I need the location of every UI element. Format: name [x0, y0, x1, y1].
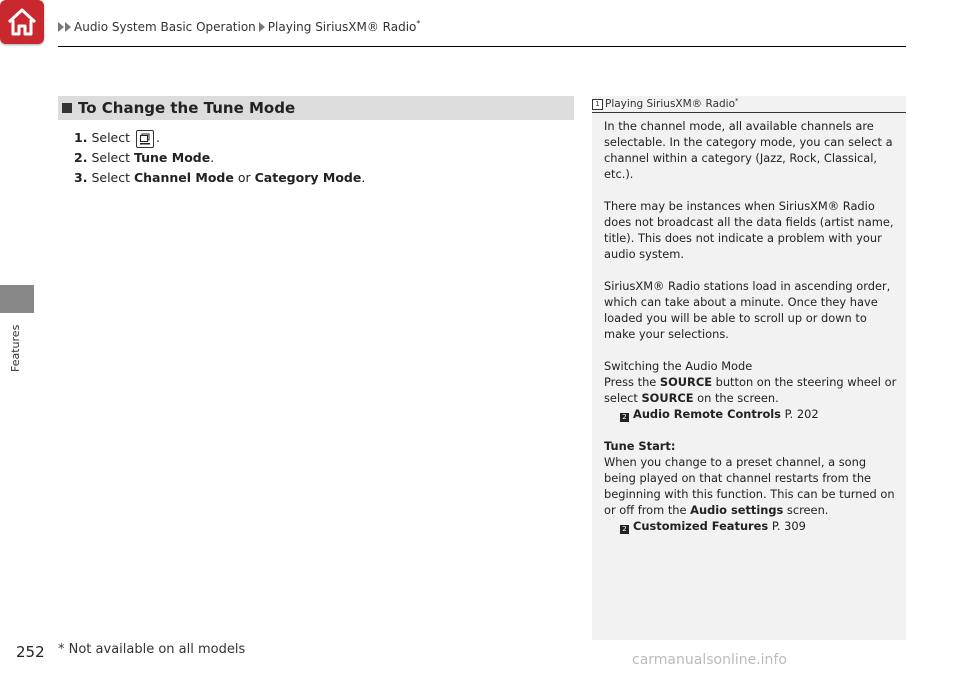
tune-mode-label: Tune Mode: [133, 150, 211, 165]
side-tab-marker: [0, 285, 34, 313]
breadcrumb-arrow-icon: [259, 22, 265, 32]
sidebar-paragraph: SiriusXM® Radio stations load in ascending order, which can take about a minute. Once they have loaded you will be able to scroll up or down to make your selections.: [604, 279, 891, 341]
breadcrumb-arrow-icon: [58, 22, 64, 32]
section-heading: [58, 96, 574, 120]
xref-audio-remote-controls[interactable]: 2 Audio Remote Controls P. 202: [604, 406, 900, 422]
watermark: carmanualsonline.info: [632, 652, 787, 668]
sidebar-paragraph: In the channel mode, all available channels are selectable. In the category mode, you can select a channel within a category (Jazz, Rock, Classical, etc.).: [604, 119, 893, 181]
sidebar-title: Playing SiriusXM® Radio: [605, 98, 736, 110]
side-tab-label: Features: [9, 324, 22, 372]
footnote: * Not available on all models: [58, 642, 246, 657]
step-2: 2. Select Tune Mode.: [74, 150, 215, 165]
heading-square-icon: [62, 103, 72, 113]
xref-arrow-icon: 2: [620, 413, 629, 422]
section-heading-text: To Change the Tune Mode: [78, 99, 296, 117]
info-sidebar: [592, 96, 906, 640]
page-number: 252: [16, 643, 45, 661]
menu-icon: [136, 130, 154, 148]
home-button[interactable]: [0, 0, 44, 44]
steps-list: [74, 128, 365, 188]
xref-arrow-icon: 2: [620, 525, 629, 534]
breadcrumb-item-audio-system[interactable]: Audio System Basic Operation: [74, 20, 256, 34]
note-marker-icon: 1: [592, 99, 603, 110]
sidebar-paragraph-tune-start: Tune Start: When you change to a preset channel, a song being played on that channel restarts from the beginning with this function. This can be turned on or off from the Audio settings screen. 2 Customized Features P. 309: [604, 438, 900, 534]
header-rule: [58, 46, 906, 47]
sidebar-title-asterisk: *: [735, 97, 739, 105]
sidebar-paragraph: There may be instances when SiriusXM® Radio does not broadcast all the data fields (artist name, title). This does not indicate a problem with your audio system.: [604, 199, 894, 261]
breadcrumb-asterisk: *: [416, 18, 421, 28]
sidebar-header: [592, 96, 906, 113]
xref-customized-features[interactable]: 2 Customized Features P. 309: [604, 518, 900, 534]
channel-mode-label: Channel Mode: [133, 170, 234, 185]
category-mode-label: Category Mode: [254, 170, 362, 185]
breadcrumb-item-siriusxm[interactable]: Playing SiriusXM® Radio: [267, 20, 417, 34]
step-3: 3. Select Channel Mode or Category Mode.: [74, 170, 366, 185]
step-1: 1. Select .: [74, 128, 365, 148]
sidebar-paragraph-switching: Switching the Audio Mode Press the SOURCE button on the steering wheel or select SOURCE on the screen. 2 Audio Remote Controls P. 202: [604, 358, 900, 422]
home-icon: [5, 5, 39, 39]
breadcrumb-arrow-icon: [65, 22, 71, 32]
sidebar-body: [604, 118, 900, 550]
breadcrumb: [58, 20, 420, 34]
